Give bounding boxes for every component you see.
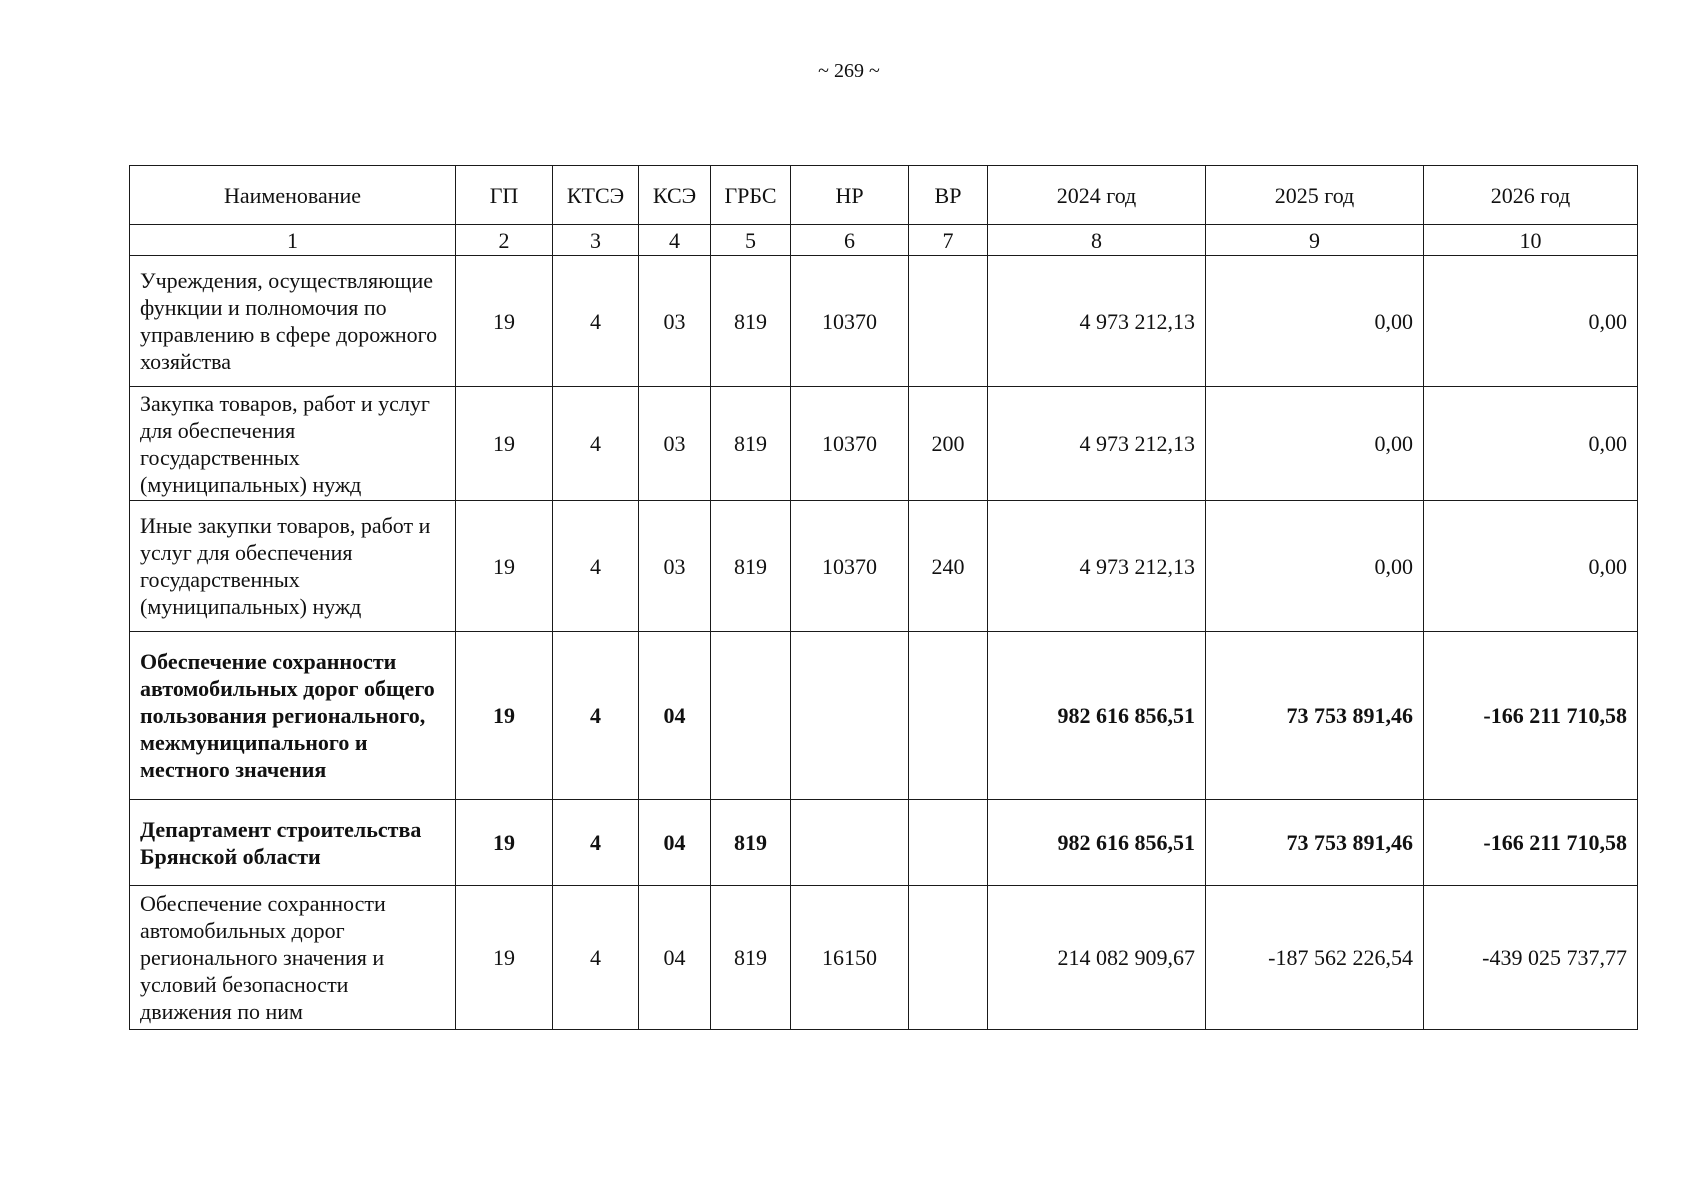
header-2024: 2024 год [988, 166, 1206, 225]
row-grbs: 819 [711, 387, 791, 501]
header-grbs: ГРБС [711, 166, 791, 225]
header-nr: НР [791, 166, 909, 225]
table-row [130, 501, 1638, 632]
column-number: 10 [1424, 225, 1638, 256]
row-kse: 04 [639, 886, 711, 1030]
row-2026: -166 211 710,58 [1424, 632, 1638, 800]
column-number: 3 [553, 225, 639, 256]
column-number: 9 [1206, 225, 1424, 256]
row-ktse: 4 [553, 632, 639, 800]
header-2026: 2026 год [1424, 166, 1638, 225]
header-kse: КСЭ [639, 166, 711, 225]
row-kse: 03 [639, 501, 711, 632]
row-nr: 10370 [791, 256, 909, 387]
row-grbs: 819 [711, 256, 791, 387]
header-row [130, 166, 1638, 225]
page-number: ~ 269 ~ [818, 60, 880, 82]
column-number: 6 [791, 225, 909, 256]
row-ktse: 4 [553, 800, 639, 886]
row-grbs [711, 632, 791, 800]
row-2024: 982 616 856,51 [988, 632, 1206, 800]
row-gp: 19 [456, 387, 553, 501]
row-name: Обеспечение сохранности автомобильных дорог общего пользования регионального, межмуниципального и местного значения [130, 632, 456, 800]
row-2024: 4 973 212,13 [988, 256, 1206, 387]
row-name: Департамент строительства Брянской области [130, 800, 456, 886]
table-row [130, 800, 1638, 886]
row-2025: 73 753 891,46 [1206, 632, 1424, 800]
row-nr [791, 800, 909, 886]
row-name: Обеспечение сохранности автомобильных дорог регионального значения и условий безопасности движения по ним [130, 886, 456, 1030]
table-row [130, 886, 1638, 1030]
row-2026: -166 211 710,58 [1424, 800, 1638, 886]
row-nr: 10370 [791, 387, 909, 501]
row-grbs: 819 [711, 501, 791, 632]
row-2025: 0,00 [1206, 256, 1424, 387]
column-number: 5 [711, 225, 791, 256]
row-2025: -187 562 226,54 [1206, 886, 1424, 1030]
row-name: Учреждения, осуществляющие функции и полномочия по управлению в сфере дорожного хозяйства [130, 256, 456, 387]
column-number: 8 [988, 225, 1206, 256]
header-vr: ВР [909, 166, 988, 225]
row-2026: 0,00 [1424, 256, 1638, 387]
row-2025: 0,00 [1206, 387, 1424, 501]
row-gp: 19 [456, 886, 553, 1030]
row-vr: 200 [909, 387, 988, 501]
row-kse: 04 [639, 800, 711, 886]
row-2026: 0,00 [1424, 387, 1638, 501]
row-2026: 0,00 [1424, 501, 1638, 632]
row-nr [791, 632, 909, 800]
row-2024: 214 082 909,67 [988, 886, 1206, 1030]
row-kse: 04 [639, 632, 711, 800]
row-2024: 4 973 212,13 [988, 387, 1206, 501]
header-2025: 2025 год [1206, 166, 1424, 225]
row-name: Закупка товаров, работ и услуг для обеспечения государственных (муниципальных) нужд [130, 387, 456, 501]
row-2024: 4 973 212,13 [988, 501, 1206, 632]
table-row [130, 256, 1638, 387]
row-gp: 19 [456, 632, 553, 800]
column-number: 1 [130, 225, 456, 256]
row-2024: 982 616 856,51 [988, 800, 1206, 886]
row-name: Иные закупки товаров, работ и услуг для обеспечения государственных (муниципальных) нужд [130, 501, 456, 632]
row-gp: 19 [456, 256, 553, 387]
row-ktse: 4 [553, 256, 639, 387]
budget-table [129, 165, 1638, 1030]
row-grbs: 819 [711, 800, 791, 886]
column-number: 7 [909, 225, 988, 256]
row-vr [909, 632, 988, 800]
row-gp: 19 [456, 501, 553, 632]
header-ktse: КТСЭ [553, 166, 639, 225]
row-2025: 73 753 891,46 [1206, 800, 1424, 886]
header-name: Наименование [130, 166, 456, 225]
row-nr: 10370 [791, 501, 909, 632]
row-kse: 03 [639, 256, 711, 387]
row-vr [909, 886, 988, 1030]
row-vr [909, 800, 988, 886]
row-ktse: 4 [553, 886, 639, 1030]
row-vr [909, 256, 988, 387]
row-2026: -439 025 737,77 [1424, 886, 1638, 1030]
row-grbs: 819 [711, 886, 791, 1030]
row-vr: 240 [909, 501, 988, 632]
column-number: 4 [639, 225, 711, 256]
column-numbers-row [130, 225, 1638, 256]
row-nr: 16150 [791, 886, 909, 1030]
table-row [130, 387, 1638, 501]
header-gp: ГП [456, 166, 553, 225]
row-ktse: 4 [553, 387, 639, 501]
row-ktse: 4 [553, 501, 639, 632]
row-2025: 0,00 [1206, 501, 1424, 632]
table-row [130, 632, 1638, 800]
row-kse: 03 [639, 387, 711, 501]
column-number: 2 [456, 225, 553, 256]
row-gp: 19 [456, 800, 553, 886]
